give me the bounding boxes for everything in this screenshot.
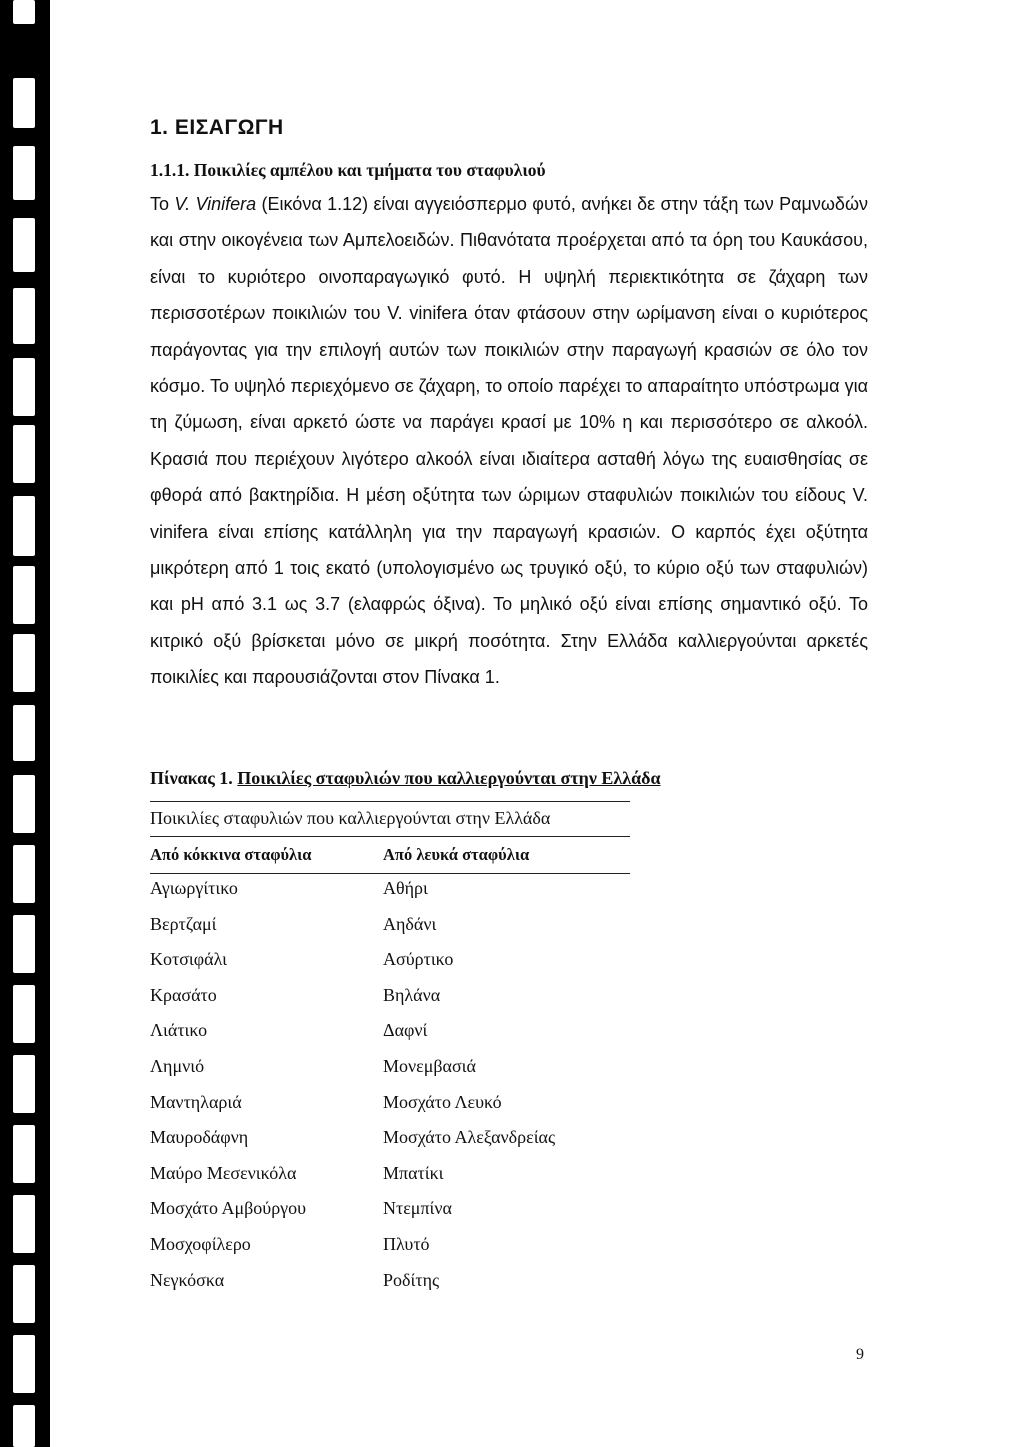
column-header-white: Από λευκά σταφύλια (383, 845, 530, 864)
strip-hole (13, 358, 35, 416)
white-variety-cell: Μονεμβασιά (383, 1056, 476, 1076)
red-variety-cell: Κρασάτο (150, 984, 217, 1005)
white-variety-cell: Ροδίτης (383, 1269, 440, 1290)
strip-hole (13, 1335, 35, 1393)
table-header-rule (150, 873, 630, 874)
red-variety-cell: Λιάτικο (150, 1020, 208, 1041)
page-number: 9 (856, 1346, 864, 1363)
red-variety-cell: Νεγκόσκα (150, 1269, 225, 1290)
white-variety-cell: Ασύρτικο (383, 949, 454, 970)
red-variety-cell: Βερτζαμί (150, 913, 217, 934)
strip-hole (13, 218, 35, 272)
table-caption-label: Πίνακας 1. (150, 768, 233, 788)
strip-hole (13, 1195, 35, 1253)
strip-hole (13, 775, 35, 833)
paragraph-text: (Εικόνα 1.12) είναι αγγειόσπερμο φυτό, ανήκει δε στην τάξη των Ραμνωδών και στην οικογένεια των Αμπελοειδών. Πιθανότατα προέρχεται από τα όρη του Καυκάσου, είναι το κυριότερο οινοπαραγωγικό φυτό. Η υψηλή περιεκτικότητα σε ζάχαρη των περισσοτέρων ποικιλιών του V. vinifera όταν φτάσουν στην ωρίμανση είναι ο κυριότερος παράγοντας για την επιλογή αυτών των ποικιλιών στην παραγωγή κρασιών σε όλο τον κόσμο. Το υψηλό περιεχόμενο σε ζάχαρη, το οποίο παρέχει το απαραίτητο υπόστρωμα για τη ζύμωση, είναι αρκετό ώστε να παράγει κρασί με 10% η και περισσότερο σε αλκοόλ. Κρασιά που περιέχουν λιγότερο αλκοόλ είναι ιδιαίτερα ασταθή λόγω της ευαισθησίας σε φθορά από βακτηρίδια. Η μέση οξύτητα των ώριμων σταφυλιών ποικιλιών του είδους V. vinifera είναι επίσης κατάλληλη για την παραγωγή κρασιών. Ο καρπός έχει οξύτητα μικρότερη από 1 τοις εκατό (υπολογισμένο ως τρυγικό οξύ, το κύριο οξύ των σταφυλιών) και pH από 3.1 ως 3.7 (ελαφρώς όξινα). Το μηλικό οξύ είναι επίσης σημαντικό οξύ. Το κιτρικό οξύ βρίσκεται μόνο σε μικρή ποσότητα. Στην Ελλάδα καλλιεργούνται αρκετές ποικιλίες και παρουσιάζονται στον Πίνακα 1. (150, 194, 868, 688)
red-variety-cell: Μαντηλαριά (150, 1091, 242, 1112)
strip-hole (13, 634, 35, 692)
strip-hole (13, 1055, 35, 1113)
table-rule (150, 836, 630, 837)
red-variety-cell: Μαυροδάφνη (150, 1127, 249, 1148)
red-variety-cell: Αγιωργίτικο (150, 878, 238, 898)
table-caption (150, 768, 661, 789)
white-variety-cell: Αηδάνι (383, 913, 437, 934)
chapter-heading: 1. ΕΙΣΑΓΩΓΗ (150, 116, 284, 139)
red-variety-cell: Λημνιό (150, 1056, 205, 1076)
strip-hole (13, 146, 35, 200)
strip-hole (13, 1125, 35, 1183)
body-paragraph (150, 186, 868, 696)
strip-hole (13, 915, 35, 973)
strip-hole (13, 0, 35, 24)
strip-hole (13, 288, 35, 344)
strip-hole (13, 566, 35, 624)
white-variety-cell: Βηλάνα (383, 984, 441, 1005)
white-variety-cell: Ντεμπίνα (383, 1198, 452, 1219)
paragraph-text: Το (150, 194, 175, 214)
species-name: V. Vinifera (174, 194, 257, 214)
table-caption-text: Ποικιλίες σταφυλιών που καλλιεργούνται στην Ελλάδα (237, 768, 661, 788)
strip-hole (13, 1405, 35, 1447)
white-variety-cell: Μοσχάτο Αλεξανδρείας (383, 1127, 556, 1148)
strip-hole (13, 845, 35, 903)
white-variety-cell: Μοσχάτο Λευκό (383, 1091, 502, 1112)
strip-hole (13, 78, 35, 128)
white-variety-cell: Πλυτό (383, 1234, 430, 1254)
white-variety-cell: Αθήρι (383, 878, 428, 898)
red-variety-cell: Κοτσιφάλι (150, 949, 227, 970)
red-variety-cell: Μοσχοφίλερο (150, 1234, 251, 1254)
table-title: Ποικιλίες σταφυλιών που καλλιεργούνται στην Ελλάδα (150, 801, 630, 829)
strip-hole (13, 425, 35, 483)
section-subheading: 1.1.1. Ποικιλίες αμπέλου και τμήματα του σταφυλιού (150, 160, 546, 180)
strip-hole (13, 496, 35, 556)
strip-hole (13, 705, 35, 761)
red-variety-cell: Μοσχάτο Αμβούργου (150, 1198, 307, 1219)
red-variety-cell: Μαύρο Μεσενικόλα (150, 1162, 297, 1183)
strip-hole (13, 1265, 35, 1323)
scan-binding-strip (0, 0, 50, 1447)
column-header-red: Από κόκκινα σταφύλια (150, 845, 312, 864)
white-variety-cell: Μπατίκι (383, 1162, 444, 1183)
strip-hole (13, 985, 35, 1043)
white-variety-cell: Δαφνί (383, 1020, 428, 1041)
